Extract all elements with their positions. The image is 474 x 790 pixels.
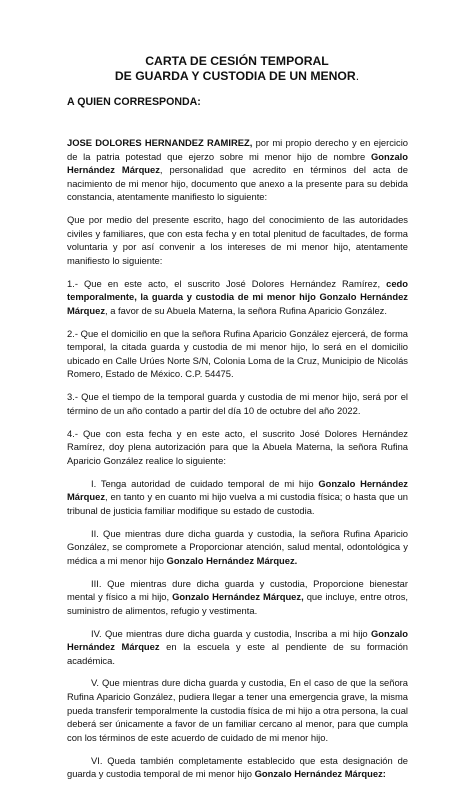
item-iv-bold: Gonzalo Hernández Márquez — [67, 627, 408, 653]
item-ii — [67, 527, 408, 568]
item-v: V. Que mientras dure dicha guarda y custodia, En el caso de que la señora Rufina Aparicio González, pudiera llegar a tener una emergencia grave, la misma pueda transferir temporalmente la custodia física de mi hijo a otra persona, la cual deberá ser únicamente a favor de un familiar cercano al menor, para que cumpla con los términos de este acuerdo de cuidado de mi menor hijo. — [67, 677, 408, 743]
item-i — [67, 477, 408, 518]
child-name: Gonzalo Hernández Márquez — [67, 150, 408, 176]
item-vi-text-1: VI. Queda también completamente establecido que esta designación de guarda y custodia temporal de mi menor hijo — [67, 754, 408, 780]
paragraph-intro-text-2: , personalidad que acredito en términos del acta de nacimiento de mi menor hijo, documento que anexo a la presente para su debida constancia, atentamente manifiesto lo siguiente: — [67, 164, 408, 203]
item-iv-text-1: IV. Que mientras dure dicha guarda y custodia, Inscriba a mi hijo — [91, 627, 372, 639]
item-i-text-2: , en tanto y en cuanto mi hijo vuelva a mi custodia física; o hasta que un tribunal de justicia familiar modifique su estado de custodia. — [67, 491, 408, 516]
paragraph-intro-text-1: por mi propio derecho y en ejercicio de la patria potestad que ejerzo sobre mi menor hijo de nombre — [67, 137, 408, 162]
item-iii-bold: Gonzalo Hernández Márquez, — [172, 591, 304, 603]
item-ii-text-1: II. Que mientras dure dicha guarda y custodia, la señora Rufina Aparicio González, se compromete a Proporcionar atención, salud mental, odontológica y médica a mi menor hijo — [67, 527, 408, 566]
paragraph-intro — [67, 136, 408, 204]
title-line-2-text: DE GUARDA Y CUSTODIA DE UN MENOR — [114, 69, 356, 83]
title-line-1: CARTA DE CESIÓN TEMPORAL — [145, 54, 329, 68]
item-iii-text-2: que incluye, entre otros, suministro de alimentos, refugio y vestimenta. — [67, 591, 408, 616]
item-i-bold: Gonzalo Hernández Márquez — [67, 477, 408, 503]
document-title — [0, 54, 474, 84]
item-iv-text-2: en la escuela y este al pendiente de su formación académica. — [67, 641, 408, 666]
clause-4: 4.- Que con esta fecha y en este acto, el suscrito José Dolores Hernández Ramírez, doy plena autorización para que la Abuela Materna, la señora Rufina Aparicio González realice lo siguiente: — [67, 427, 408, 466]
declarant-name: JOSE DOLORES HERNANDEZ RAMIREZ, — [67, 137, 253, 148]
clause-1-text-2: , a favor de su Abuela Materna, la señora Rufina Aparicio González. — [105, 304, 387, 316]
addressee-heading: A QUIEN CORRESPONDA: — [67, 96, 201, 108]
paragraph-declaration: Que por medio del presente escrito, hago del conocimiento de las autoridades civiles y familiares, que con esta fecha y en total plenitud de facultades, de forma voluntaria y por así convenir a los intereses de mi menor hijo, atentamente manifiesto lo siguiente: — [67, 214, 408, 266]
item-iii — [67, 577, 408, 618]
item-iii-text-1: III. Que mientras dure dicha guarda y custodia, Proporcione bienestar mental y físico a mi hijo, — [67, 577, 408, 603]
letter-body — [67, 136, 408, 790]
clause-1-bold: cedo temporalmente, la guarda y custodia de mi menor hijo Gonzalo Hernández Márquez — [67, 277, 408, 316]
clause-1-text-1: 1.- Que en este acto, el suscrito José Dolores Hernández Ramírez, — [67, 277, 387, 289]
clause-3: 3.- Que el tiempo de la temporal guarda y custodia de mi menor hijo, será por el término de un año contado a partir del día 10 de octubre del año 2022. — [67, 391, 408, 416]
item-ii-bold: Gonzalo Hernández Márquez. — [166, 554, 298, 566]
item-iv — [67, 627, 408, 668]
title-line-2-period: . — [355, 69, 360, 83]
item-i-text-1: I. Tenga autoridad de cuidado temporal de mi hijo — [91, 477, 319, 489]
clause-1 — [67, 277, 408, 318]
item-vi — [67, 754, 408, 781]
item-vi-bold: Gonzalo Hernández Márquez: — [254, 768, 386, 780]
title-line-2 — [0, 69, 474, 84]
clause-2: 2.- Que el domicilio en que la señora Rufina Aparicio González ejercerá, de forma temporal, la citada guarda y custodia de mi menor hijo, lo será en el domicilio ubicado en Calle Urúes Norte S/N, Colonia Loma de la Cruz, Municipio de Nicolás Romero, Estado de México. C.P. 54475. — [67, 327, 408, 380]
